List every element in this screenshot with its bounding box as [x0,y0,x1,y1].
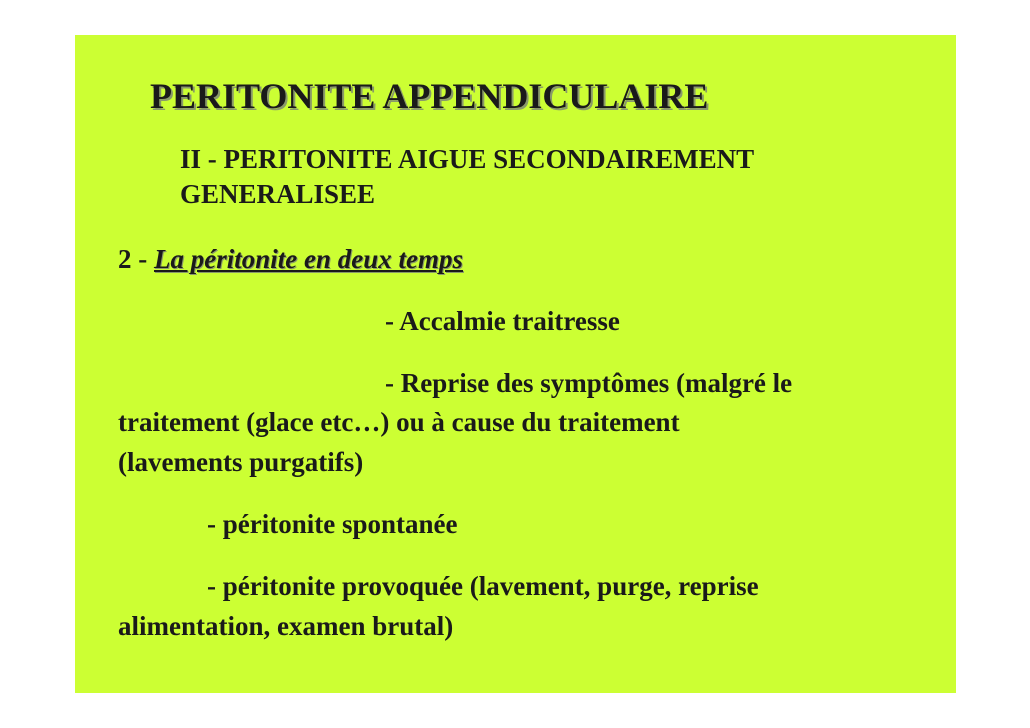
section-number: 2 - [118,244,154,274]
section-heading [118,243,463,276]
slide-title: PERITONITE APPENDICULAIRE [150,76,709,116]
section-title: La péritonite en deux temps [154,244,463,274]
subtitle-line-2: GENERALISEE [180,179,376,209]
item-reprise-line-2: traitement (glace etc…) ou à cause du traitement [118,407,680,437]
slide [75,35,956,693]
item-reprise-line-3: (lavements purgatifs) [118,447,364,477]
item-reprise-line-1: - Reprise des symptômes (malgré le [385,368,793,398]
item-provoquee-line-2: alimentation, examen brutal) [118,611,454,641]
slide-subtitle [180,142,754,212]
item-accalmie: - Accalmie traitresse [385,306,620,336]
item-provoquee-line-1: - péritonite provoquée (lavement, purge, reprise [207,571,759,601]
subtitle-line-1: II - PERITONITE AIGUE SECONDAIREMENT [180,144,755,174]
item-spontanee: - péritonite spontanée [207,509,458,539]
